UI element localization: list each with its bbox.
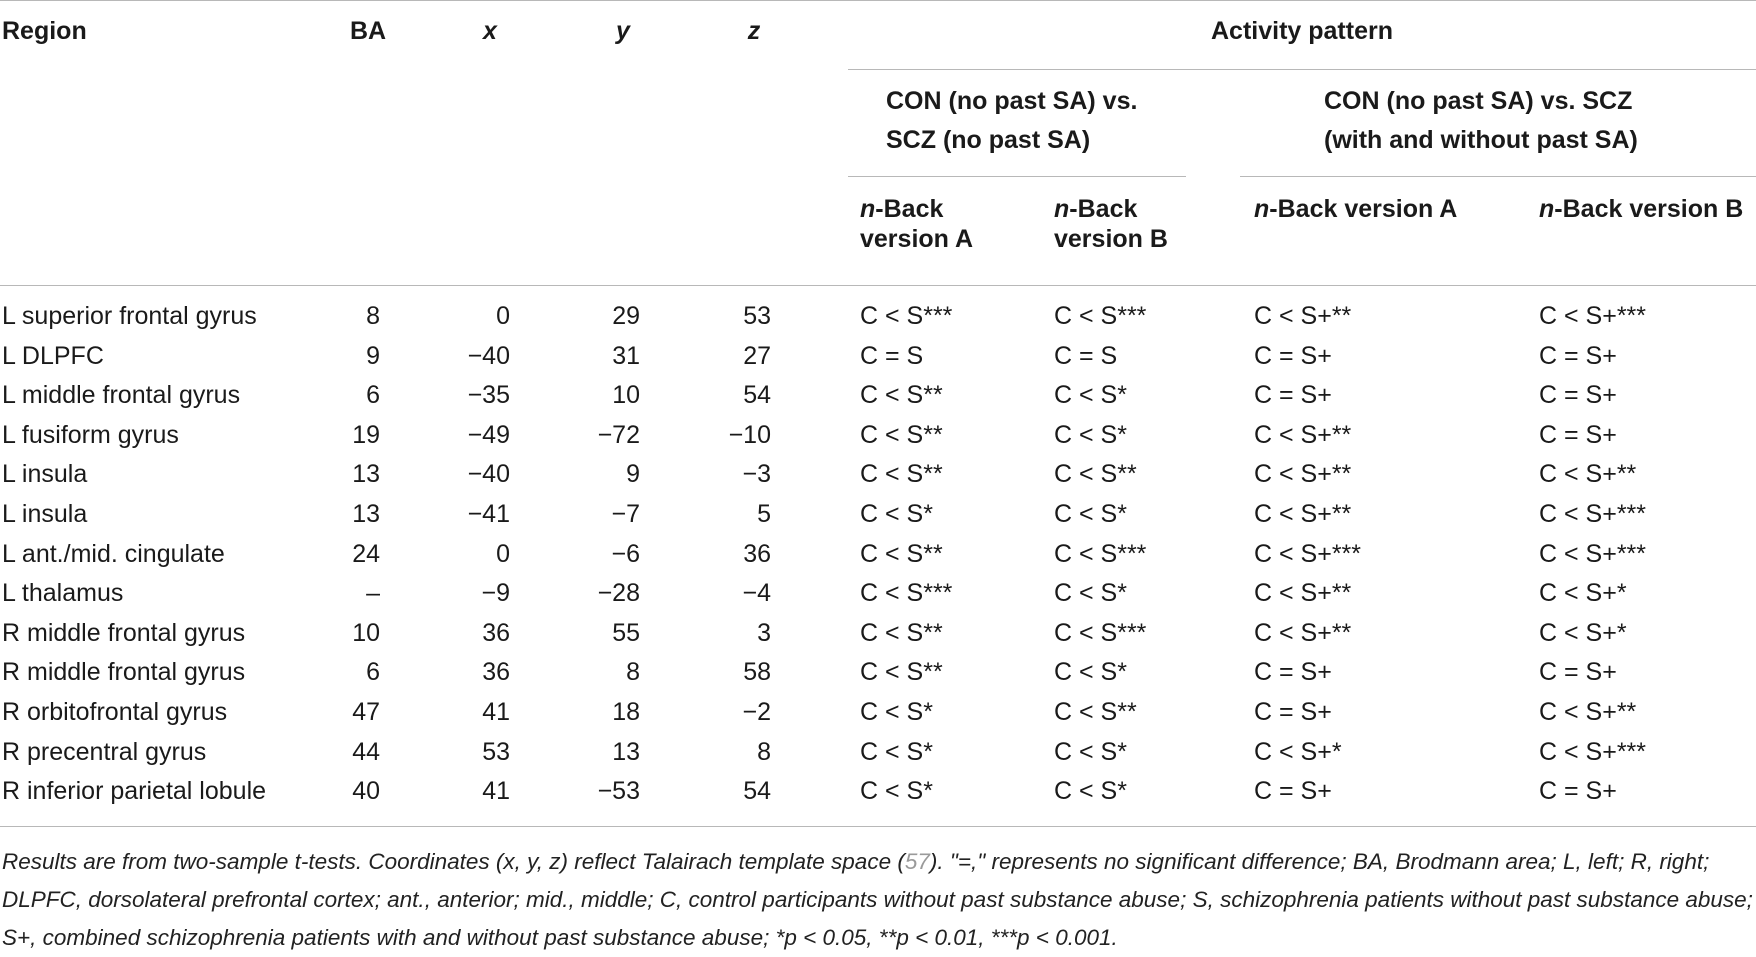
cell-g2-version-a: C < S+** [1254,619,1352,647]
cell-region: L insula [2,500,88,528]
cell-y: −6 [611,540,640,568]
cell-g1-version-a: C < S** [860,421,943,449]
cell-g2-version-b: C = S+ [1539,381,1617,409]
cell-g2-version-b: C = S+ [1539,658,1617,686]
cell-g2-version-b: C < S+*** [1539,302,1647,330]
cell-g1-version-b: C < S** [1054,460,1137,488]
cell-g2-version-b: C = S+ [1539,777,1617,805]
cell-x: −35 [467,381,510,409]
cell-ba: 19 [352,421,380,449]
activity-rule [848,69,1756,70]
cell-g1-version-b: C < S* [1054,579,1127,607]
cell-g2-version-b: C < S+*** [1539,540,1647,568]
cell-x: 0 [496,302,510,330]
header-z: z [747,17,761,45]
cell-y: 10 [612,381,640,409]
cell-g1-version-a: C < S** [860,460,943,488]
cell-x: 41 [482,777,510,805]
header-bottom-rule [0,285,1756,286]
header-region: Region [2,17,87,45]
cell-g2-version-a: C = S+ [1254,658,1332,686]
cell-z: 54 [743,777,771,805]
cell-g1-version-a: C < S** [860,381,943,409]
cell-ba: 47 [352,698,380,726]
group2-rule [1240,176,1756,177]
cell-region: L DLPFC [2,342,104,370]
header-g1-version-a: n-Back version A [860,195,974,253]
header-g1-version-b: n-Back version B [1054,195,1168,253]
cell-g2-version-b: C < S+** [1539,460,1637,488]
cell-g1-version-b: C < S* [1054,500,1127,528]
cell-y: 13 [612,738,640,766]
cell-region: L middle frontal gyrus [2,381,241,409]
cell-g2-version-a: C < S+** [1254,421,1352,449]
cell-region: L insula [2,460,88,488]
cell-g1-version-b: C < S*** [1054,619,1147,647]
header-group2-line2: (with and without past SA) [1324,126,1638,154]
cell-g2-version-b: C < S+* [1539,579,1627,607]
cell-g2-version-a: C = S+ [1254,777,1332,805]
cell-g2-version-a: C < S+** [1254,460,1352,488]
cell-g2-version-b: C < S+*** [1539,500,1647,528]
cell-ba: 9 [366,342,380,370]
cell-region: R middle frontal gyrus [2,658,246,686]
cell-g1-version-b: C < S* [1054,421,1127,449]
cell-region: L thalamus [2,579,124,607]
table-footnote: Results are from two-sample t-tests. Coordinates (x, y, z) reflect Talairach template space (57). "=," represents no significant difference; BA, Brodmann area; L, left; R, right; DLPFC, dorsolateral prefrontal cortex; ant., anterior; mid., middle; C, control participants without past substance abuse; S, schizophrenia patients without past substance abuse; S+, combined schizophrenia patients with and without past substance abuse; *p < 0.05, **p < 0.01, ***p < 0.001. [2,849,1753,950]
cell-y: −7 [611,500,640,528]
cell-y: 31 [612,342,640,370]
reference-link[interactable]: 57 [904,849,930,874]
cell-g2-version-a: C < S+** [1254,579,1352,607]
cell-y: 8 [626,658,640,686]
cell-y: 55 [612,619,640,647]
cell-z: 5 [757,500,771,528]
cell-x: 53 [482,738,510,766]
cell-z: −4 [742,579,771,607]
cell-g2-version-b: C < S+** [1539,698,1637,726]
cell-ba: 6 [366,658,380,686]
cell-g2-version-b: C < S+*** [1539,738,1647,766]
cell-z: 27 [743,342,771,370]
cell-g1-version-b: C < S* [1054,658,1127,686]
cell-g1-version-b: C < S* [1054,738,1127,766]
cell-region: R precentral gyrus [2,738,207,766]
cell-z: −10 [728,421,771,449]
cell-y: 9 [626,460,640,488]
cell-ba: 24 [352,540,380,568]
cell-g2-version-b: C < S+* [1539,619,1627,647]
cell-g2-version-a: C = S+ [1254,342,1332,370]
cell-g1-version-b: C = S [1054,342,1118,370]
cell-g2-version-a: C < S+** [1254,500,1352,528]
cell-g1-version-a: C < S*** [860,302,953,330]
header-group1-line1: CON (no past SA) vs. [886,87,1138,115]
cell-g1-version-a: C < S** [860,540,943,568]
header-activity-pattern: Activity pattern [1211,17,1393,45]
cell-ba: 10 [352,619,380,647]
cell-z: 3 [757,619,771,647]
cell-ba: 8 [366,302,380,330]
cell-region: L fusiform gyrus [2,421,179,449]
cell-y: −72 [597,421,640,449]
cell-g1-version-a: C = S [860,342,924,370]
cell-ba: 40 [352,777,380,805]
cell-g2-version-a: C < S+** [1254,302,1352,330]
cell-region: R inferior parietal lobule [2,777,267,805]
header-ba: BA [349,17,387,45]
cell-z: 58 [743,658,771,686]
header-x: x [483,17,497,45]
header-g2-version-b: n-Back version B [1539,195,1744,223]
header-group1-line2: SCZ (no past SA) [886,126,1091,154]
cell-region: R middle frontal gyrus [2,619,246,647]
cell-ba: 6 [366,381,380,409]
cell-z: −2 [742,698,771,726]
header-y: y [616,17,630,45]
cell-x: 36 [482,619,510,647]
top-rule [0,0,1756,1]
cell-ba: 44 [352,738,380,766]
cell-g1-version-a: C < S** [860,658,943,686]
cell-region: R orbitofrontal gyrus [2,698,228,726]
cell-g2-version-a: C < S+*** [1254,540,1362,568]
cell-x: −9 [481,579,510,607]
cell-x: 0 [496,540,510,568]
cell-z: 8 [757,738,771,766]
cell-g2-version-b: C = S+ [1539,421,1617,449]
cell-g1-version-a: C < S* [860,500,933,528]
cell-x: −41 [467,500,510,528]
cell-g1-version-b: C < S** [1054,698,1137,726]
header-group2-line1: CON (no past SA) vs. SCZ [1324,87,1633,115]
cell-x: −49 [467,421,510,449]
cell-g2-version-a: C < S+* [1254,738,1342,766]
cell-ba: 13 [352,460,380,488]
cell-g2-version-a: C = S+ [1254,381,1332,409]
cell-g1-version-a: C < S* [860,738,933,766]
cell-ba: – [366,579,380,607]
cell-y: 29 [612,302,640,330]
cell-g2-version-a: C = S+ [1254,698,1332,726]
cell-z: 36 [743,540,771,568]
cell-x: −40 [467,342,510,370]
cell-ba: 13 [352,500,380,528]
cell-g1-version-b: C < S* [1054,777,1127,805]
cell-g1-version-b: C < S*** [1054,302,1147,330]
cell-g2-version-b: C = S+ [1539,342,1617,370]
cell-z: 53 [743,302,771,330]
cell-g1-version-b: C < S* [1054,381,1127,409]
cell-x: 36 [482,658,510,686]
cell-region: L superior frontal gyrus [2,302,257,330]
cell-z: 54 [743,381,771,409]
cell-y: 18 [612,698,640,726]
cell-g1-version-a: C < S* [860,698,933,726]
header-g2-version-a: n-Back version A [1254,195,1458,223]
cell-g1-version-a: C < S** [860,619,943,647]
cell-g1-version-b: C < S*** [1054,540,1147,568]
group1-rule [848,176,1186,177]
cell-g1-version-a: C < S* [860,777,933,805]
cell-x: 41 [482,698,510,726]
cell-y: −53 [597,777,640,805]
table-bottom-rule [0,826,1756,827]
cell-z: −3 [742,460,771,488]
cell-x: −40 [467,460,510,488]
cell-y: −28 [597,579,640,607]
cell-g1-version-a: C < S*** [860,579,953,607]
cell-region: L ant./mid. cingulate [2,540,225,568]
